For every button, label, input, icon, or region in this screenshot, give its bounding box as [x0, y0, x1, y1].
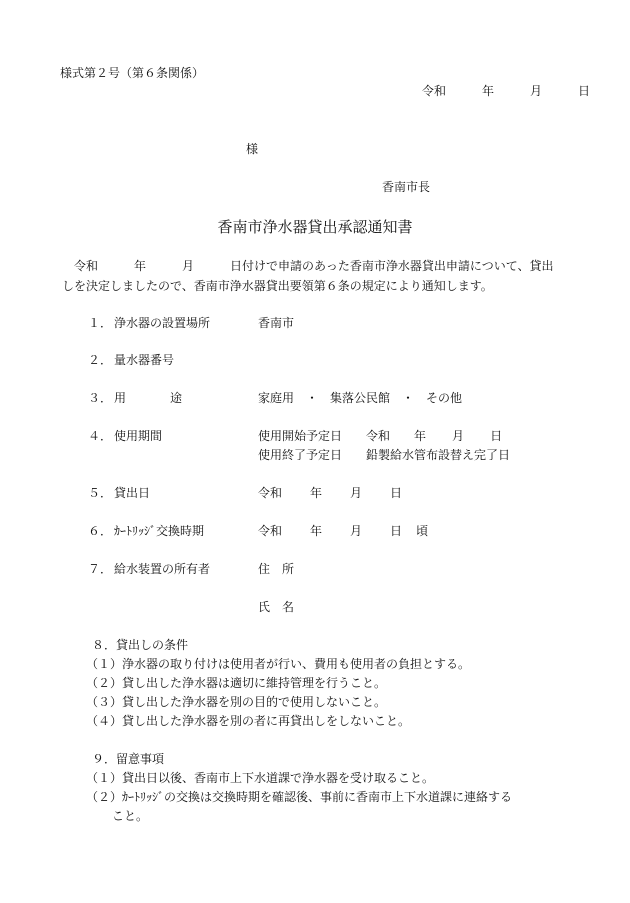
conditions-heading: ８．貸出しの条件: [92, 638, 189, 652]
item-4-end: 使用終了予定日 鉛製給水管布設替え完了日: [258, 448, 511, 462]
note-item: （１）貸出日以後、香南市上下水道課で浄水器を受け取ること。: [86, 771, 435, 785]
form-id: 様式第２号（第６条関係）: [60, 66, 205, 80]
body-line-2: しを決定しましたので、香南市浄水器貸出要領第６条の規定により通知します。: [62, 279, 493, 293]
date-era: 令和: [422, 84, 447, 98]
item-1-value: 香南市: [258, 316, 295, 330]
item-4-start: 使用開始予定日 令和 年 月 日: [258, 429, 503, 443]
condition-item: （２）貸し出した浄水器は適切に維持管理を行うこと。: [86, 676, 387, 690]
date-day: 日: [578, 84, 591, 98]
condition-item: （３）貸し出した浄水器を別の目的で使用しないこと。: [86, 695, 387, 709]
item-3-value: 家庭用 ・ 集落公民館 ・ その他: [258, 391, 463, 405]
item-2-label: ２． 量水器番号: [88, 353, 175, 367]
item-3-label: ３． 用 途: [88, 391, 183, 405]
issuer-name: 香南市長: [382, 180, 431, 194]
note-item: （２）ｶｰﾄﾘｯｼﾞの交換は交換時期を確認後、事前に香南市上下水道課に連絡する: [86, 790, 513, 804]
notes-heading: ９．留意事項: [92, 752, 165, 766]
condition-item: （４）貸し出した浄水器を別の者に再貸出しをしないこと。: [86, 714, 411, 728]
condition-item: （１）浄水器の取り付けは使用者が行い、費用も使用者の負担とする。: [86, 657, 471, 671]
date-month: 月: [530, 84, 543, 98]
document-title: 香南市浄水器貸出承認通知書: [217, 218, 413, 236]
item-5-value: 令和 年 月 日: [258, 486, 403, 500]
issue-date: [422, 84, 590, 98]
body-paragraph: [62, 256, 582, 296]
item-7-address: 住 所: [258, 562, 295, 576]
date-year: 年: [482, 84, 495, 98]
item-5-label: ５． 貸出日: [88, 486, 151, 500]
note-item-continuation: こと。: [112, 809, 149, 823]
item-6-value: 令和 年 月 日 頃: [258, 524, 429, 538]
item-7-label: ７． 給水装置の所有者: [88, 562, 211, 576]
item-6-label: ６． ｶｰﾄﾘｯｼﾞ交換時期: [88, 524, 205, 538]
item-7-name: 氏 名: [258, 600, 295, 614]
addressee-honorific: 様: [246, 142, 259, 156]
item-1-label: １． 浄水器の設置場所: [88, 316, 211, 330]
body-line-1: 令和 年 月 日付けで申請のあった香南市浄水器貸出申請について、貸出: [74, 259, 554, 273]
item-4-label: ４． 使用期間: [88, 429, 163, 443]
